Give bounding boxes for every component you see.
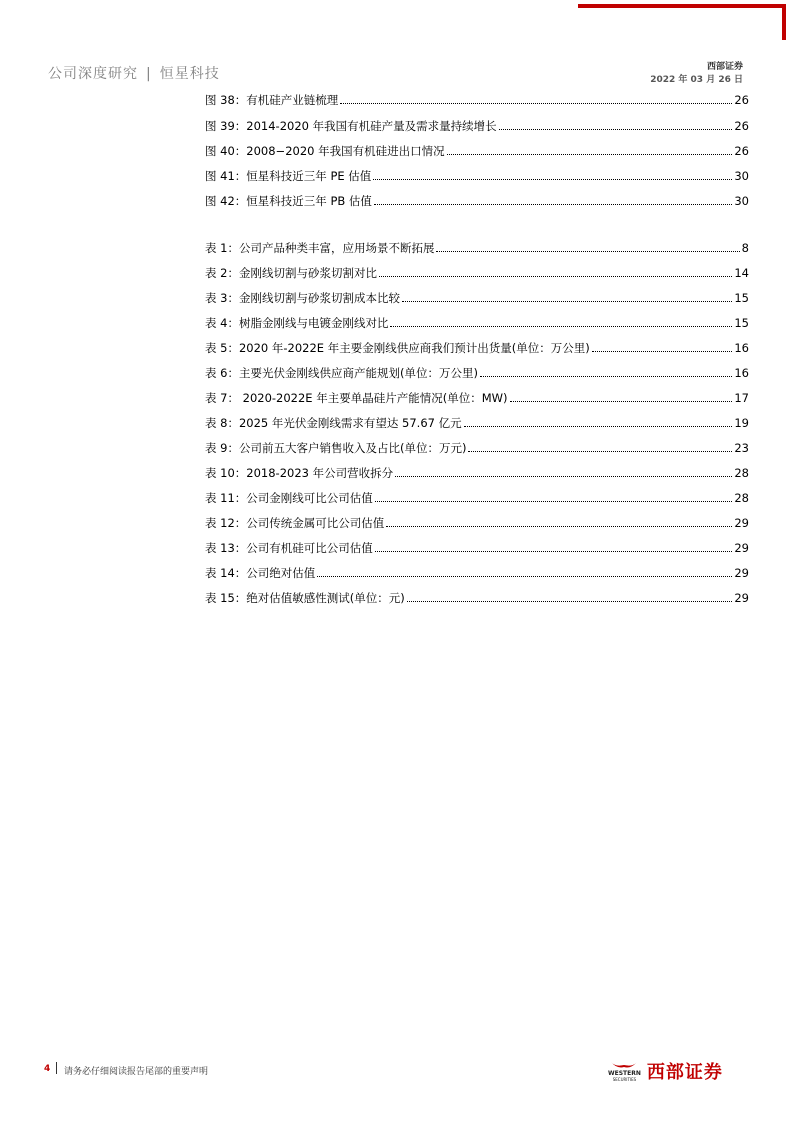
western-securities-logo [608,1058,723,1084]
toc-table-15[interactable] [205,588,749,606]
toc-table-11[interactable] [205,488,749,506]
toc-label: 图 39：2014-2020 年我国有机硅产量及需求量持续增长 [205,119,497,133]
toc-label: 表 10：2018-2023 年公司营收拆分 [205,466,394,480]
dot-leader [407,601,733,602]
dot-leader [390,326,732,327]
toc-page: 30 [734,169,749,183]
toc-label: 表 12：公司传统金属可比公司估值 [205,516,385,530]
toc-label: 表 8：2025 年光伏金刚线需求有望达 57.67 亿元 [205,416,462,430]
dot-leader [340,103,732,104]
toc-page: 17 [734,391,749,405]
toc-label: 表 5：2020 年-2022E 年主要金刚线供应商我们预计出货量(单位：万公里) [205,341,590,355]
toc-page: 15 [734,291,749,305]
toc-page: 28 [734,466,749,480]
toc-label: 表 3：金刚线切割与砂浆切割成本比较 [205,291,400,305]
toc-figure-38[interactable] [205,90,749,108]
toc-label: 图 40：2008−2020 年我国有机硅进出口情况 [205,144,445,158]
toc-page: 14 [734,266,749,280]
toc-label: 表 7： 2020-2022E 年主要单晶硅片产能情况(单位：MW) [205,391,508,405]
logo-cn: 西部证券 [646,1062,723,1083]
dot-leader [436,251,739,252]
footer-separator [56,1062,57,1074]
company-name: 恒星科技 [159,66,220,82]
toc-table-4[interactable] [205,313,749,331]
toc-label: 图 38：有机硅产业链梳理 [205,93,339,107]
toc-label: 表 11：公司金刚线可比公司估值 [205,491,373,505]
toc-label: 表 13：公司有机硅可比公司估值 [205,541,373,555]
dot-leader [447,154,733,155]
toc-page: 23 [734,441,749,455]
toc-table-9[interactable] [205,438,749,456]
dot-leader [395,476,732,477]
toc-table-14[interactable] [205,563,749,581]
dot-leader [480,376,732,377]
toc-table-12[interactable] [205,513,749,531]
toc-table-7[interactable] [205,388,749,406]
toc-table-3[interactable] [205,288,749,306]
dot-leader [510,401,733,402]
bull-horns-icon [609,1060,639,1070]
toc-label: 图 41：恒星科技近三年 PE 估值 [205,169,372,183]
dot-leader [375,501,733,502]
dot-leader [402,301,732,302]
header-separator: | [146,66,152,82]
dot-leader [373,179,732,180]
toc-page: 29 [734,541,749,555]
report-type: 公司深度研究 [48,66,138,82]
toc-label: 表 2：金刚线切割与砂浆切割对比 [205,266,377,280]
dot-leader [592,351,733,352]
toc-page: 19 [734,416,749,430]
toc-label: 表 14：公司绝对估值 [205,566,316,580]
dot-leader [468,451,732,452]
toc-label: 表 9：公司前五大客户销售收入及占比(单位：万元) [205,441,467,455]
toc-table-10[interactable] [205,463,749,481]
footer-page-number: 4 [44,1064,51,1074]
toc-page: 15 [734,316,749,330]
header-date: 2022 年 03 月 26 日 [650,75,743,85]
toc-page: 26 [734,144,749,158]
toc-page: 28 [734,491,749,505]
toc-figure-42[interactable] [205,191,749,209]
logo-en: WESTERN [608,1070,641,1077]
toc-page: 16 [734,366,749,380]
header-brand: 西部证券 [706,62,743,72]
toc-table-1[interactable] [205,238,749,256]
toc-page: 29 [734,591,749,605]
toc-table-5[interactable] [205,338,749,356]
header-red-bracket [578,4,786,40]
toc-table-2[interactable] [205,263,749,281]
toc-table-8[interactable] [205,413,749,431]
dot-leader [499,129,733,130]
header-title [48,63,220,83]
dot-leader [374,204,732,205]
toc-page: 16 [734,341,749,355]
toc-figure-40[interactable] [205,141,749,159]
toc-label: 表 1：公司产品种类丰富，应用场景不断拓展 [205,241,435,255]
toc-page: 8 [741,241,749,255]
dot-leader [379,276,732,277]
toc-page: 30 [734,194,749,208]
toc-table-6[interactable] [205,363,749,381]
logo-en-sub: SECURITIES [612,1077,637,1082]
dot-leader [386,526,732,527]
toc-table-13[interactable] [205,538,749,556]
dot-leader [464,426,733,427]
toc-label: 表 15：绝对估值敏感性测试(单位：元) [205,591,405,605]
toc-page: 29 [734,516,749,530]
toc-label: 表 4：树脂金刚线与电镀金刚线对比 [205,316,389,330]
toc-page: 29 [734,566,749,580]
dot-leader [317,576,732,577]
logo-mark [608,1060,641,1082]
toc-figure-41[interactable] [205,166,749,184]
toc-page: 26 [734,93,749,107]
toc-label: 表 6：主要光伏金刚线供应商产能规划(单位：万公里) [205,366,478,380]
toc-label: 图 42：恒星科技近三年 PB 估值 [205,194,372,208]
toc-page: 26 [734,119,749,133]
dot-leader [375,551,733,552]
footer-disclaimer: 请务必仔细阅读报告尾部的重要声明 [64,1067,209,1077]
toc-figure-39[interactable] [205,116,749,134]
